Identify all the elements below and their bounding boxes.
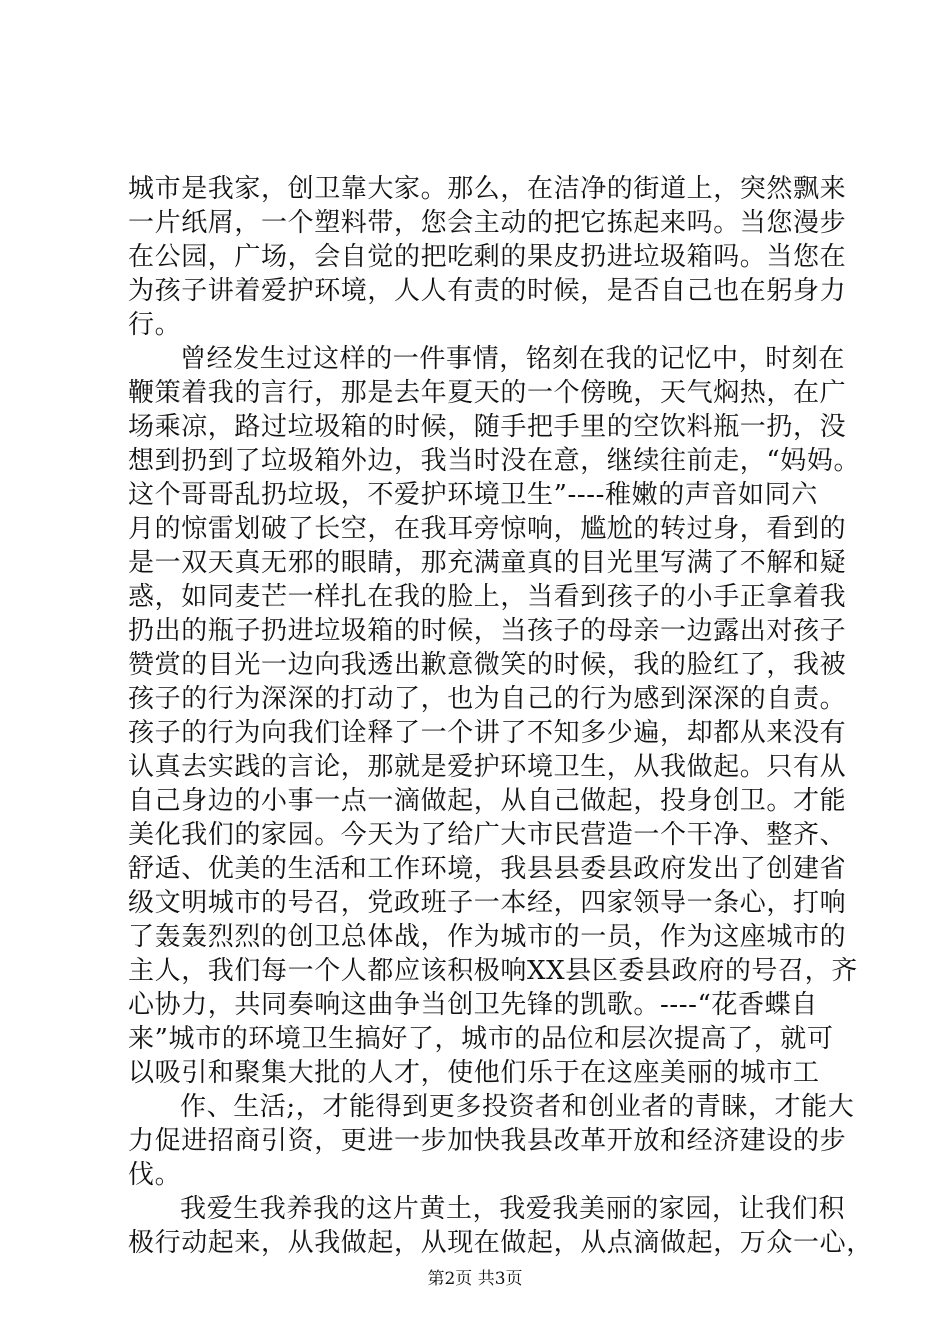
text-line: 以吸引和聚集大批的人才，使他们乐于在这座美丽的城市工 — [128, 1058, 820, 1088]
page-number: 第2页 共3页 — [427, 1269, 523, 1289]
text-line: 主人，我们每一个人都应该积极响XX县区委县政府的号召，齐 — [128, 956, 858, 986]
text-line: 自己身边的小事一点一滴做起，从自己做起，投身创卫。才能 — [128, 786, 847, 816]
text-line: 美化我们的家园。今天为了给广大市民营造一个干净、整齐、 — [128, 820, 847, 850]
text-line: 城市是我家，创卫靠大家。那么，在洁净的街道上，突然飘来 — [128, 174, 847, 204]
text-line: 惑，如同麦芒一样扎在我的脸上，当看到孩子的小手正拿着我 — [128, 582, 847, 612]
text-line: 了轰轰烈烈的创卫总体战，作为城市的一员，作为这座城市的 — [128, 922, 847, 952]
text-line: 想到扔到了垃圾箱外边，我当时没在意，继续往前走，“妈妈。 — [128, 446, 861, 476]
text-line: 扔出的瓶子扔进垃圾箱的时候，当孩子的母亲一边露出对孩子 — [128, 616, 847, 646]
paragraph-start-line: 曾经发生过这样的一件事情，铭刻在我的记忆中，时刻在 — [180, 344, 846, 374]
text-line: 力促进招商引资，更进一步加快我县改革开放和经济建设的步 — [128, 1126, 847, 1156]
text-line: 在公园，广场，会自觉的把吃剩的果皮扔进垃圾箱吗。当您在 — [128, 242, 847, 272]
text-line: 孩子的行为深深的打动了，也为自己的行为感到深深的自责。 — [128, 684, 847, 714]
text-line: 场乘凉，路过垃圾箱的时候，随手把手里的空饮料瓶一扔，没 — [128, 412, 847, 442]
text-line: 一片纸屑，一个塑料带，您会主动的把它拣起来吗。当您漫步 — [128, 208, 847, 238]
text-line: 行。 — [128, 310, 182, 340]
paragraph-start-line: 我爱生我养我的这片黄土，我爱我美丽的家园，让我们积 — [180, 1194, 846, 1224]
text-line: 认真去实践的言论，那就是爱护环境卫生，从我做起。只有从 — [128, 752, 847, 782]
text-line: 舒适、优美的生活和工作环境，我县县委县政府发出了创建省 — [128, 854, 847, 884]
text-line: 是一双天真无邪的眼睛，那充满童真的目光里写满了不解和疑 — [128, 548, 847, 578]
text-line: 这个哥哥乱扔垃圾，不爱护环境卫生”----稚嫩的声音如同六 — [128, 480, 818, 510]
text-line: 为孩子讲着爱护环境，人人有责的时候，是否自己也在躬身力 — [128, 276, 847, 306]
text-line: 鞭策着我的言行，那是去年夏天的一个傍晚，天气焖热，在广 — [128, 378, 847, 408]
text-line: 极行动起来，从我做起，从现在做起，从点滴做起，万众一心， — [128, 1228, 873, 1258]
text-line: 孩子的行为向我们诠释了一个讲了不知多少遍，却都从来没有 — [128, 718, 847, 748]
text-line: 月的惊雷划破了长空，在我耳旁惊响，尴尬的转过身，看到的 — [128, 514, 847, 544]
text-line: 伐。 — [128, 1160, 182, 1190]
text-line: 心协力，共同奏响这曲争当创卫先锋的凯歌。----“花香蝶自 — [128, 990, 818, 1020]
paragraph-start-line: 作、生活;，才能得到更多投资者和创业者的青睐，才能大 — [180, 1092, 855, 1122]
text-line: 级文明城市的号召，党政班子一本经，四家领导一条心，打响 — [128, 888, 847, 918]
text-line: 来”城市的环境卫生搞好了，城市的品位和层次提高了，就可 — [128, 1024, 834, 1054]
text-line: 赞赏的目光一边向我透出歉意微笑的时候，我的脸红了，我被 — [128, 650, 847, 680]
